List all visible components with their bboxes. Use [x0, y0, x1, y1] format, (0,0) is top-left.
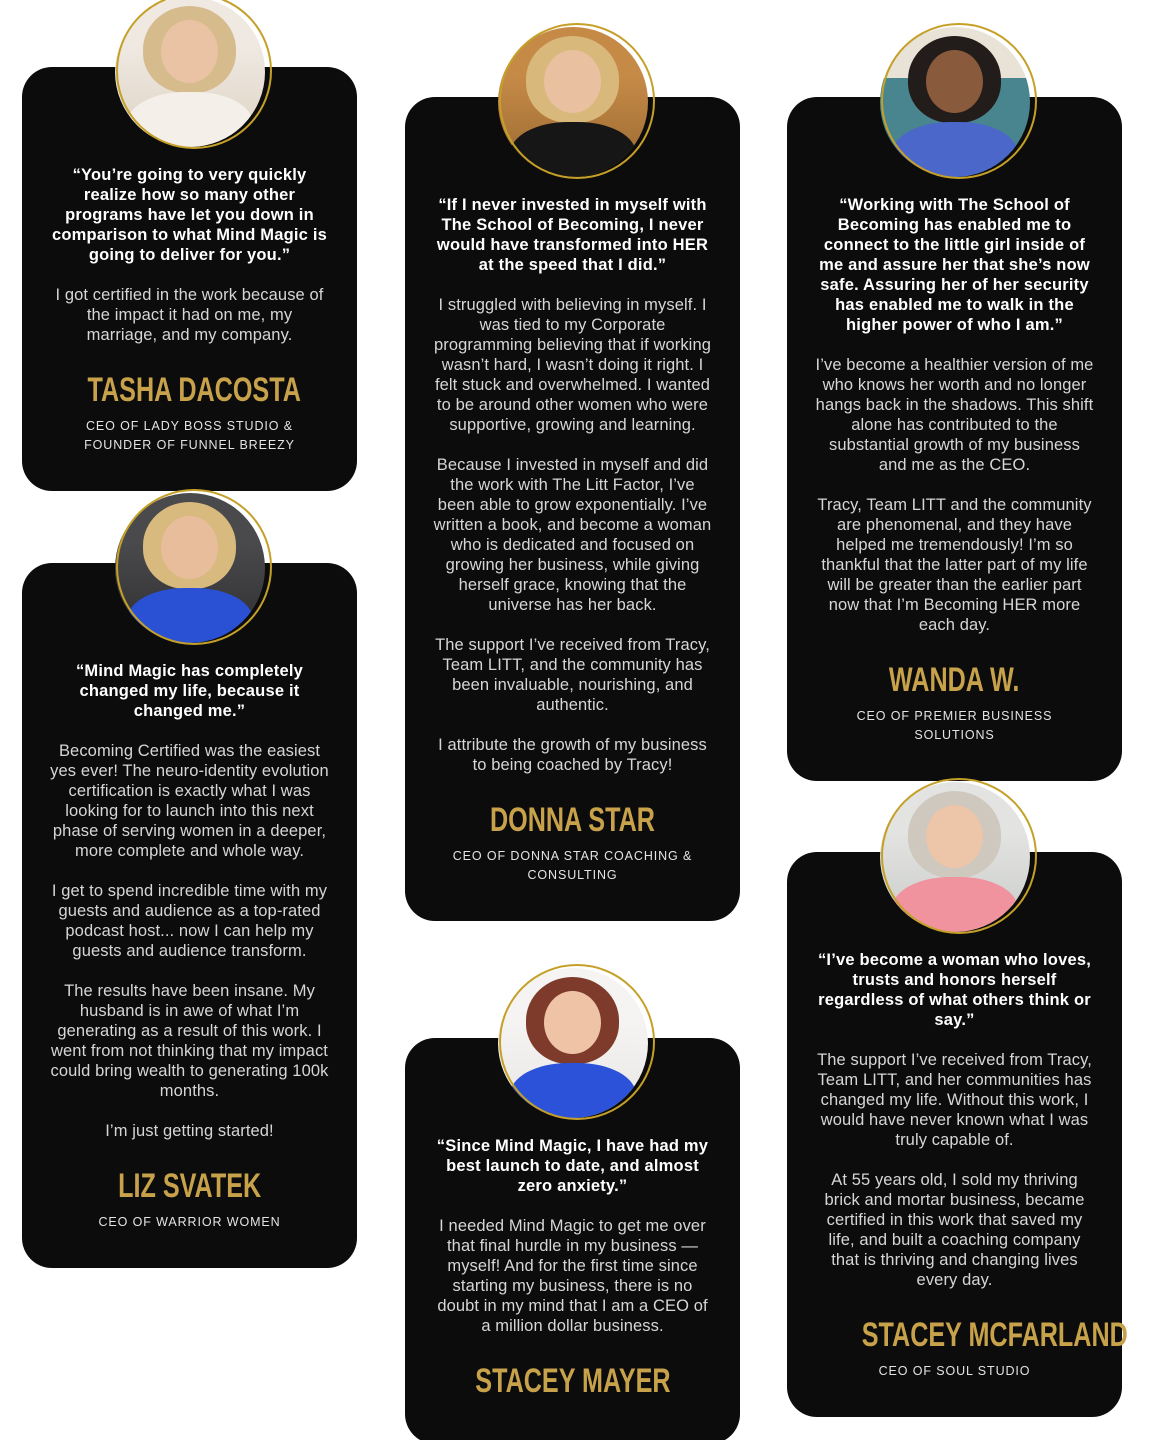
body-paragraph: I needed Mind Magic to get me over that final hurdle in my business — myself! And for the first time since starting my business, there is no doubt in my mind that I am a CEO of a million dollar business.: [437, 1217, 708, 1335]
avatar-photo: [115, 0, 265, 147]
person-title: CEO OF DONNA STAR COACHING & CONSULTING: [452, 849, 693, 882]
body-paragraph: Becoming Certified was the easiest yes ever! The neuro-identity evolution certification is exactly what I was looking for to launch into this next phase of serving women in a deeper, more complete and whole way.: [50, 742, 329, 860]
quote-text: “Working with The School of Becoming has enabled me to connect to the little girl inside of me and assure her that she’s now safe. Assuring her of her security has enabled me to walk in the higher power of who I am.”: [819, 196, 1090, 334]
person-title: CEO OF PREMIER BUSINESS SOLUTIONS: [856, 709, 1053, 742]
avatar-face: [161, 516, 218, 579]
person-name: WANDA W.: [889, 661, 1020, 699]
body-paragraph: At 55 years old, I sold my thriving brick and mortar business, became certified in this work that saved my life, and built a coaching company that is thriving and changing lives every day.: [824, 1171, 1085, 1289]
testimonial-card: [787, 97, 1122, 781]
testimonial-card: [787, 852, 1128, 1417]
avatar-face: [161, 20, 218, 83]
body-paragraph: I attribute the growth of my business to being coached by Tracy!: [438, 736, 707, 774]
body-paragraph: The support I’ve received from Tracy, Team LITT, and her communities has changed my life. Without this work, I would have never known what I was truly capable of.: [817, 1051, 1092, 1149]
avatar-photo: [880, 27, 1030, 177]
avatar-torso: [127, 588, 253, 644]
testimonial-card: [405, 97, 740, 921]
body-text: [50, 285, 329, 345]
avatar-photo: [498, 968, 648, 1118]
body-text: [433, 295, 712, 775]
quote-text: “If I never invested in myself with The School of Becoming, I never would have transformed into HER at the speed that I did.”: [436, 196, 709, 274]
quote-text: “Mind Magic has completely changed my life, because it changed me.”: [75, 662, 304, 720]
body-paragraph: I’ve become a healthier version of me who knows her worth and no longer hangs back in the shadows. This shift alone has contributed to the substantial growth of my business and me as the CEO.: [815, 356, 1094, 474]
person-name: TASHA DACOSTA: [87, 371, 301, 409]
body-text: [815, 355, 1094, 635]
avatar-torso: [892, 877, 1018, 933]
person-name: LIZ SVATEK: [117, 1167, 262, 1205]
avatar-face: [544, 50, 601, 113]
quote-text: “You’re going to very quickly realize how so many other programs have let you down in comparison to what Mind Magic is going to deliver for you.”: [51, 166, 327, 264]
testimonial-card: [405, 1038, 740, 1440]
body-paragraph: Tracy, Team LITT and the community are phenomenal, and they have helped me tremendously! I’m so thankful that the latter part of my life will be greater than the earlier part now that I’m Becoming HER more each day.: [817, 496, 1092, 634]
avatar-torso: [127, 92, 253, 148]
body-paragraph: The results have been insane. My husband is in awe of what I’m generating as a result of this work. I went from not thinking that my impact could bring wealth to generating 100k months.: [50, 982, 329, 1100]
person-name: DONNA STAR: [490, 801, 655, 839]
body-paragraph: The support I’ve received from Tracy, Team LITT, and the community has been invaluable, nourishing, and authentic.: [435, 636, 710, 714]
body-paragraph: I’m just getting started!: [105, 1122, 274, 1140]
avatar-torso: [510, 122, 636, 178]
avatar-face: [926, 50, 983, 113]
avatar-photo: [115, 493, 265, 643]
body-paragraph: I got certified in the work because of the impact it had on me, my marriage, and my company.: [55, 286, 324, 344]
avatar-torso: [510, 1063, 636, 1119]
person-title: CEO OF LADY BOSS STUDIO & FOUNDER OF FUNNEL BREEZY: [84, 419, 295, 452]
avatar-face: [544, 991, 601, 1054]
body-text: [433, 1216, 712, 1336]
person-title: CEO OF WARRIOR WOMEN: [98, 1215, 281, 1229]
testimonial-card: [22, 563, 357, 1268]
avatar-photo: [880, 782, 1030, 932]
person-name: STACEY MAYER: [474, 1362, 671, 1400]
body-text: [50, 741, 329, 1141]
avatar-face: [926, 805, 983, 868]
quote-text: “Since Mind Magic, I have had my best launch to date, and almost zero anxiety.”: [436, 1137, 709, 1195]
quote-text: “I’ve become a woman who loves, trusts and honors herself regardless of what others think or say.”: [817, 951, 1092, 1029]
body-paragraph: Because I invested in myself and did the work with The Litt Factor, I’ve been able to grow exponentially. I’ve written a book, and become a woman who is dedicated and focused on growing her business, while giving herself grace, knowing that the universe has her back.: [433, 456, 712, 614]
avatar-torso: [892, 122, 1018, 178]
testimonial-card: [22, 67, 357, 491]
body-text: [815, 1050, 1094, 1290]
avatar-photo: [498, 27, 648, 177]
person-name: STACEY MCFARLAND: [861, 1316, 1128, 1354]
person-title: CEO OF SOUL STUDIO: [878, 1364, 1031, 1378]
body-paragraph: I get to spend incredible time with my guests and audience as a top-rated podcast host... now I can help my guests and audience transform.: [51, 882, 328, 960]
body-paragraph: I struggled with believing in myself. I was tied to my Corporate programming believing that if working wasn’t hard, I wasn’t doing it right. I felt stuck and overwhelmed. I wanted to be around other women who were supportive, growing and learning.: [434, 296, 711, 434]
